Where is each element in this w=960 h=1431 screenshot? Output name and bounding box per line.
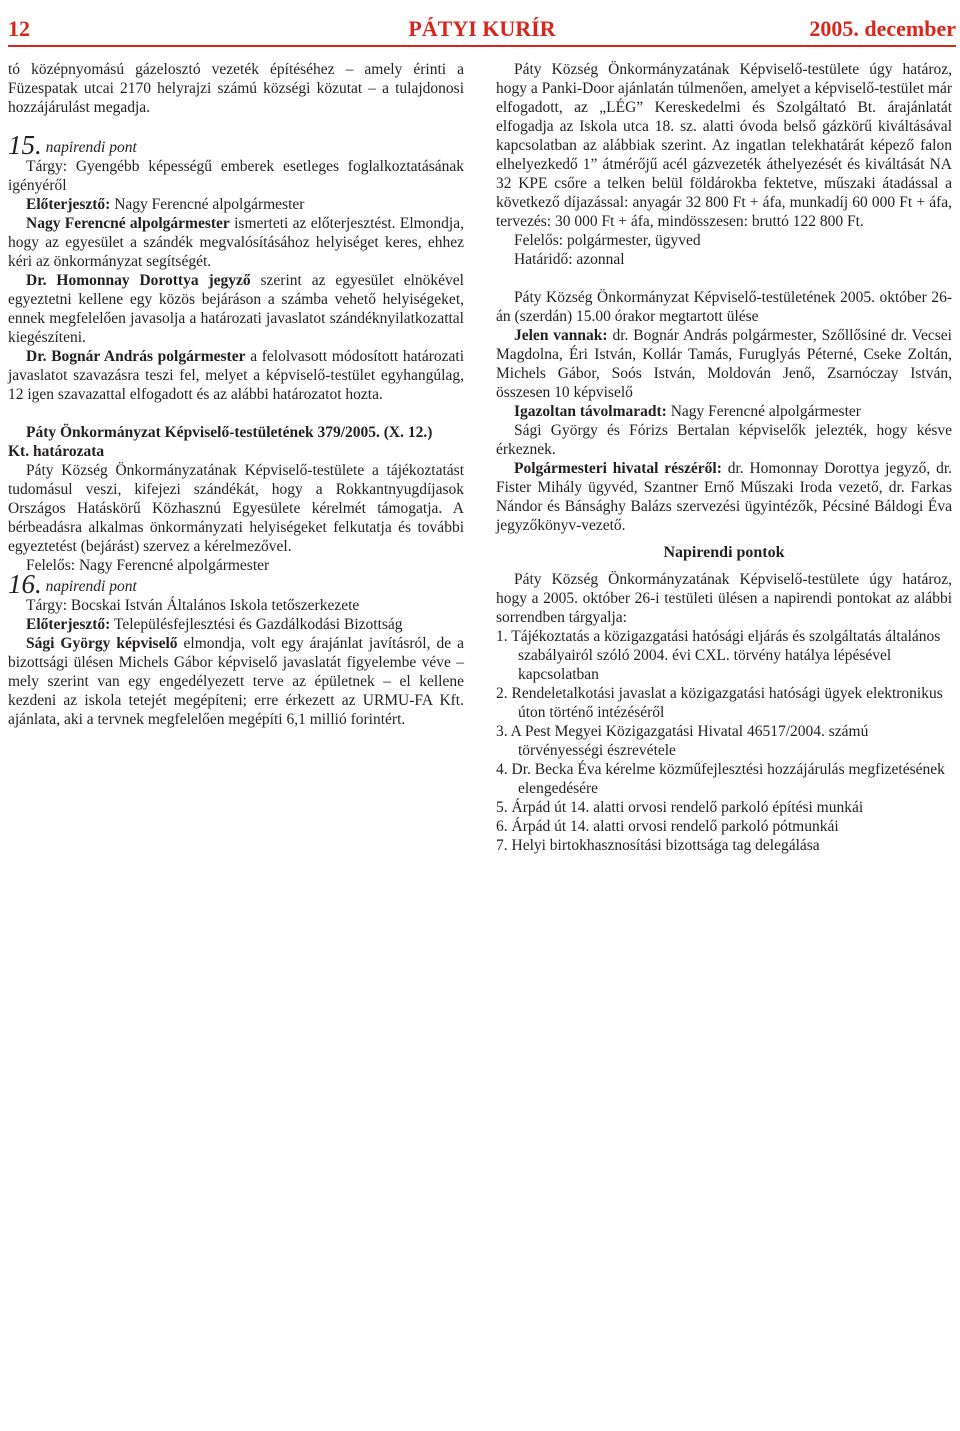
agenda-list xyxy=(496,627,952,855)
agenda-number: 15. xyxy=(8,130,42,160)
masthead xyxy=(8,12,956,42)
office-staff: Polgármesteri hivatal részéről: dr. Homonnay Dorottya jegyző, dr. Fister Mihály ügyvéd, Szantner Ernő Műszaki Iroda vezető, dr. Farkas Nándor és Bánsághy Balázs szervezési ügyintézők, Pécsiné Báldogi Éva jegyzőkönyv-vezető. xyxy=(496,460,953,534)
paragraph: Nagy Ferencné alpolgármester ismerteti az előterjesztést. Elmondja, hogy az egyesület a szándék megvalósításához helyiséget keres, ehhez kéri az önkormányzat segítségét. xyxy=(8,215,464,270)
paragraph: Sági György képviselő elmondja, volt egy árajánlat javításról, de a bizottsági ülésen Michels Gábor képviselő javaslatát figyelembe véve – mely szerint van egy engedélyezett terve az épületnek – el kellene kezdeni az iskola tetejét megépíteni; erre érkezett az URMU-FA Kft. ajánlata, aki a tervnek megfelelően megépíti 6,1 millió forintért. xyxy=(8,635,464,728)
present: Jelen vannak: dr. Bognár András polgármester, Szőllősiné dr. Vecsei Magdolna, Éri István, Kollár Tamás, Furuglyás Péterné, Cseke Zoltán, Michels Gábor, Soós István, Moldován Jenő, Zsarnóczay István, összesen 10 képviselő xyxy=(496,327,952,401)
agenda-label: napirendi pont xyxy=(45,578,137,595)
agenda-title: Napirendi pontok xyxy=(663,544,785,561)
header-rule xyxy=(8,45,956,47)
agenda-entry: 1. Tájékoztatás a közigazgatási hatósági eljárás és szolgáltatás általános szabályairól szóló 2004. évi CXL. törvény hatálya lépésével kapcsolatban xyxy=(496,628,941,683)
agenda-item-16 xyxy=(8,569,464,729)
responsible: Felelős: Nagy Ferencné alpolgármester xyxy=(26,557,270,574)
resolution-text: Páty Község Önkormányzatának Képviselő-testülete a tájékoztatást tudomásul veszi, kifejezi szándékát, hogy a Rokkantnyugdíjasok Országos Hatáskörű Közhasznú Egyesülete kérelmét támogatja. A bérbeadásra alkalmas önkormányzati helyiségeket felkutatja és további egyeztetést (bejárást) szervez a kérelmezővel. xyxy=(8,462,464,555)
agenda-entry: 7. Helyi birtokhasznosítási bizottsága tag delegálása xyxy=(496,837,820,854)
deadline: Határidő: azonnal xyxy=(514,251,625,268)
subject: Tárgy: Gyengébb képességű emberek esetleges foglalkoztatásának igényéről xyxy=(8,158,464,194)
agenda-item-15-heading xyxy=(8,130,464,160)
agenda-intro: Páty Község Önkormányzatának Képviselő-testülete úgy határoz, hogy a 2005. október 26-i testületi ülésen a napirendi pontokat az alábbi sorrendben tárgyalja: xyxy=(496,571,952,626)
paragraph: Páty Község Önkormányzatának Képviselő-testülete úgy határoz, hogy a Panki-Door ajánlatán túlmenően, amelyet a képviselő-testület már elfogadott, az „LÉG” Kereskedelmi és Szolgáltató Bt. árajánlatát elfogadja az Iskola utca 18. sz. alatti óvoda belső gázkörű kiváltásával kapcsolatban az alábbiak szerint. Az ingatlan telekhatárát képező falon elhelyezkedő 1” átmérőjű acél gázvezeték áthelyezését és kiváltását NA 32 KPE csőre a telken belül földárokba fektetve, műszaki átadással a következő díjazással: anyagár 32 800 Ft + áfa, munkadíj 60 000 Ft + áfa, tervezés: 30 000 Ft + áfa, mindösszesen: bruttó 122 800 Ft. xyxy=(496,61,952,230)
presenter: Előterjesztő: Nagy Ferencné alpolgármester xyxy=(26,196,305,213)
agenda-item-15 xyxy=(8,130,465,575)
paragraph: Dr. Bognár András polgármester a felolvasott módosított határozati javaslatot szavazásra teszi fel, melyet a képviselő-testület egyhangúlag, 12 igen szavazattal elfogadott és az alábbi határozatot hozta. xyxy=(8,348,465,403)
absent: Igazoltan távolmaradt: Nagy Ferencné alpolgármester xyxy=(514,403,861,420)
agenda-number: 16. xyxy=(8,569,42,599)
agenda-item-16-heading xyxy=(8,569,464,599)
agenda-entry: 4. Dr. Becka Éva kérelme közműfejlesztési hozzájárulás megfizetésének elengedésére xyxy=(496,761,945,797)
responsible: Felelős: polgármester, ügyved xyxy=(514,232,701,249)
right-column xyxy=(496,60,952,855)
newspaper-title: PÁTYI KURÍR xyxy=(408,16,556,41)
agenda-entry: 3. A Pest Megyei Közigazgatási Hivatal 46517/2004. számú törvényességi észrevétele xyxy=(496,723,869,759)
agenda-entry: 5. Árpád út 14. alatti orvosi rendelő parkoló építési munkái xyxy=(496,799,864,816)
page-number: 12 xyxy=(8,16,30,41)
presenter: Előterjesztő: Településfejlesztési és Gazdálkodási Bizottság xyxy=(26,616,403,633)
resolution-title: Páty Önkormányzat Képviselő-testületének 379/2005. (X. 12.) xyxy=(26,424,433,441)
late-note: Sági György és Fórizs Bertalan képviselők jelezték, hogy késve érkeznek. xyxy=(496,422,952,458)
agenda-label: napirendi pont xyxy=(45,139,137,156)
agenda-entry: 6. Árpád út 14. alatti orvosi rendelő parkoló pótmunkái xyxy=(496,818,839,835)
intro-paragraph: tó középnyomású gázelosztó vezeték építéséhez – amely érinti a Füzespatak utcai 2170 helyrajzi számú községi közutat – a tulajdonosi hozzájárulást megadja. xyxy=(8,61,464,116)
meeting-title: Páty Község Önkormányzat Képviselő-testületének 2005. október 26-án (szerdán) 15.00 órakor megtartott ülése xyxy=(496,289,952,325)
agenda-entry: 2. Rendeletalkotási javaslat a közigazgatási hatósági ügyek elektronikus úton történő intézéséről xyxy=(496,685,943,721)
resolution-subtitle: Kt. határozata xyxy=(8,443,105,460)
subject: Tárgy: Bocskai István Általános Iskola tetőszerkezete xyxy=(26,597,360,614)
issue-date: 2005. december xyxy=(809,16,956,41)
paragraph: Dr. Homonnay Dorottya jegyző szerint az egyesület elnökével egyeztetni kellene egy közös bejáráson a számba vehető helyiségeket, ennek megfelelően javasolja a határozati javaslatot szándéknyilatkozattal kiegészíteni. xyxy=(8,272,464,346)
left-column xyxy=(8,60,464,729)
